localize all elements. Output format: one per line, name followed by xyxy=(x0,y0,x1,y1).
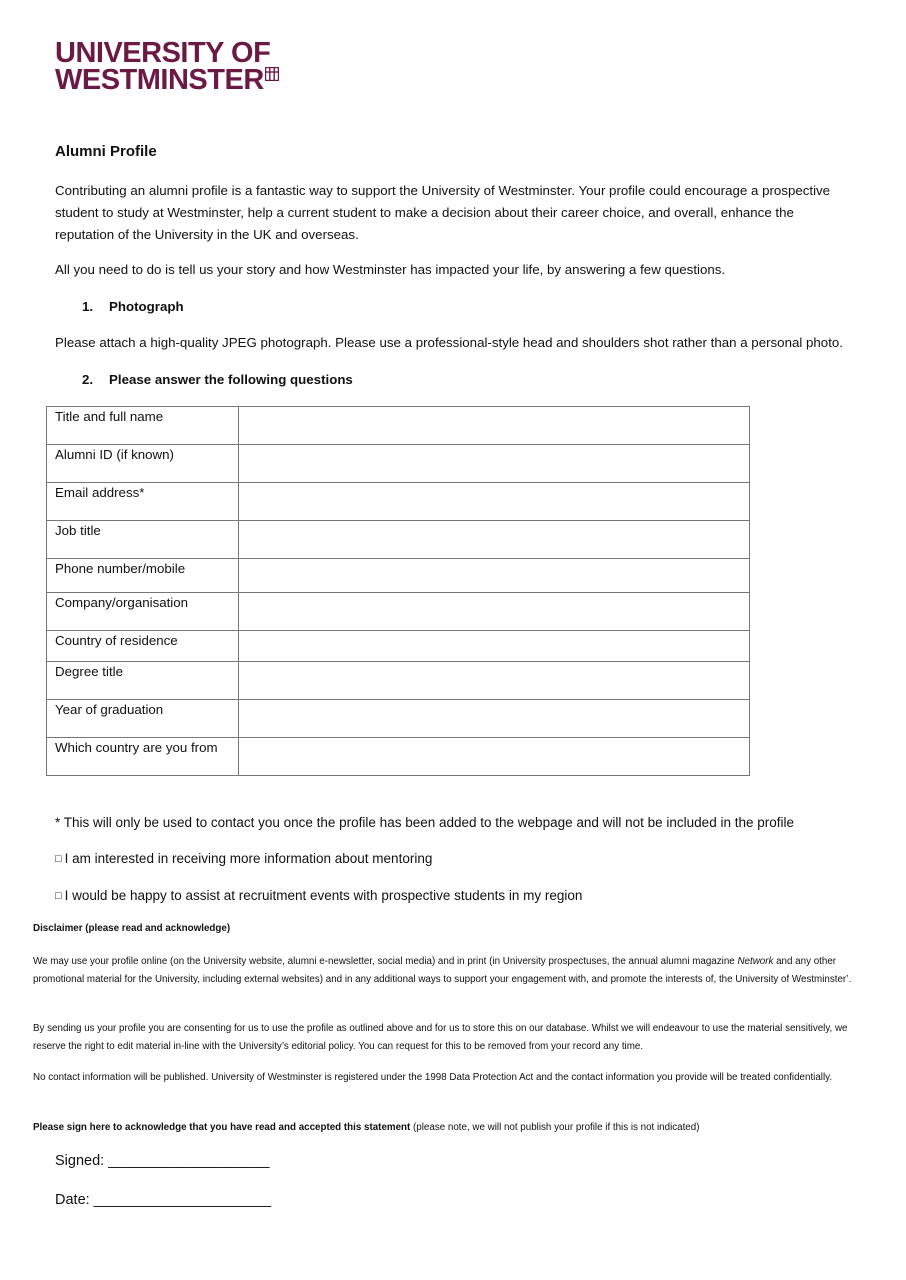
email-footnote: * This will only be used to contact you once the profile has been added to the webpage and will not be included in the profile xyxy=(55,815,794,830)
section-heading-text: Photograph xyxy=(109,299,184,314)
field-input-email[interactable] xyxy=(239,483,750,521)
field-label: Alumni ID (if known) xyxy=(47,445,239,483)
table-row xyxy=(47,631,750,662)
checkbox-icon[interactable]: □ xyxy=(55,890,62,902)
field-label: Phone number/mobile xyxy=(47,559,239,593)
disclaimer-paragraph-1 xyxy=(33,953,873,989)
disclaimer-p1-end: and any other promotional material for the University, including external websites) and in any additional ways to support your engagement with, and promote the interests of, the University of Westminster’. xyxy=(33,956,852,985)
logo-line-2 xyxy=(55,64,279,96)
page-title: Alumni Profile xyxy=(55,143,157,160)
intro-paragraph-1: Contributing an alumni profile is a fantastic way to support the University of Westminster. Your profile could encourage a prospective student to study at Westminster, help a current student to make a decision about their career choice, and overall, enhance the reputation of the University in the UK and overseas. xyxy=(55,183,831,242)
sign-acknowledgement-bold: Please sign here to acknowledge that you have read and accepted this statement xyxy=(33,1122,411,1133)
logo-line-2-text: WESTMINSTER xyxy=(55,64,264,96)
section-photograph-heading xyxy=(82,299,184,314)
mentoring-checkbox-row[interactable] xyxy=(55,851,432,866)
field-input-country-residence[interactable] xyxy=(239,631,750,662)
intro-paragraph-2: All you need to do is tell us your story and how Westminster has impacted your life, by answering a few questions. xyxy=(55,262,726,277)
field-label: Degree title xyxy=(47,662,239,700)
table-row xyxy=(47,483,750,521)
section-number: 2. xyxy=(82,372,94,387)
sign-acknowledgement xyxy=(33,1119,873,1137)
field-input-graduation-year[interactable] xyxy=(239,700,750,738)
field-label: Email address* xyxy=(47,483,239,521)
field-input-phone[interactable] xyxy=(239,559,750,593)
table-row xyxy=(47,662,750,700)
field-input-title-name[interactable] xyxy=(239,407,750,445)
table-row xyxy=(47,593,750,631)
field-input-job-title[interactable] xyxy=(239,521,750,559)
field-label: Which country are you from xyxy=(47,738,239,776)
field-input-alumni-id[interactable] xyxy=(239,445,750,483)
photo-instructions: Please attach a high-quality JPEG photograph. Please use a professional-style head and shoulders shot rather than a personal photo. xyxy=(55,335,843,350)
table-row xyxy=(47,738,750,776)
disclaimer-heading: Disclaimer (please read and acknowledge) xyxy=(33,923,231,934)
section-heading-text: Please answer the following questions xyxy=(109,372,353,387)
disclaimer-paragraph-2: By sending us your profile you are consenting for us to use the profile as outlined above and for us to store this on our database. Whilst we will endeavour to use the material sensitively, we reserve the right to edit material in-line with the University’s editorial policy. You can request for this to be removed from your record any time. xyxy=(33,1023,848,1052)
date-line[interactable]: Date: ______________________ xyxy=(55,1192,272,1208)
field-label: Company/organisation xyxy=(47,593,239,631)
magazine-name: Network xyxy=(737,956,774,967)
logo-line-1: UNIVERSITY OF xyxy=(55,37,271,69)
profile-questions-table xyxy=(46,406,750,776)
checkbox-label: I would be happy to assist at recruitment events with prospective students in my region xyxy=(64,888,583,903)
checkbox-icon[interactable]: □ xyxy=(55,853,62,865)
section-number: 1. xyxy=(82,299,94,314)
field-input-country-from[interactable] xyxy=(239,738,750,776)
signature-line[interactable]: Signed: ____________________ xyxy=(55,1153,270,1169)
table-row xyxy=(47,700,750,738)
disclaimer-paragraph-3: No contact information will be published. University of Westminster is registered under the 1998 Data Protection Act and the contact information you provide will be treated confidentially. xyxy=(33,1072,833,1083)
westminster-portcullis-icon xyxy=(265,59,279,86)
sign-acknowledgement-note: (please note, we will not publish your profile if this is not indicated) xyxy=(410,1122,700,1133)
university-logo xyxy=(55,37,279,96)
table-row xyxy=(47,445,750,483)
checkbox-label: I am interested in receiving more information about mentoring xyxy=(64,851,433,866)
field-input-company[interactable] xyxy=(239,593,750,631)
field-label: Year of graduation xyxy=(47,700,239,738)
table-row xyxy=(47,521,750,559)
section-questions-heading xyxy=(82,372,353,387)
field-label: Title and full name xyxy=(47,407,239,445)
recruitment-checkbox-row[interactable] xyxy=(55,888,582,903)
field-input-degree-title[interactable] xyxy=(239,662,750,700)
field-label: Job title xyxy=(47,521,239,559)
table-row xyxy=(47,407,750,445)
field-label: Country of residence xyxy=(47,631,239,662)
disclaimer-p1-start: We may use your profile online (on the University website, alumni e-newsletter, social media) and in print (in University prospectuses, the annual alumni magazine xyxy=(33,956,738,967)
table-row xyxy=(47,559,750,593)
